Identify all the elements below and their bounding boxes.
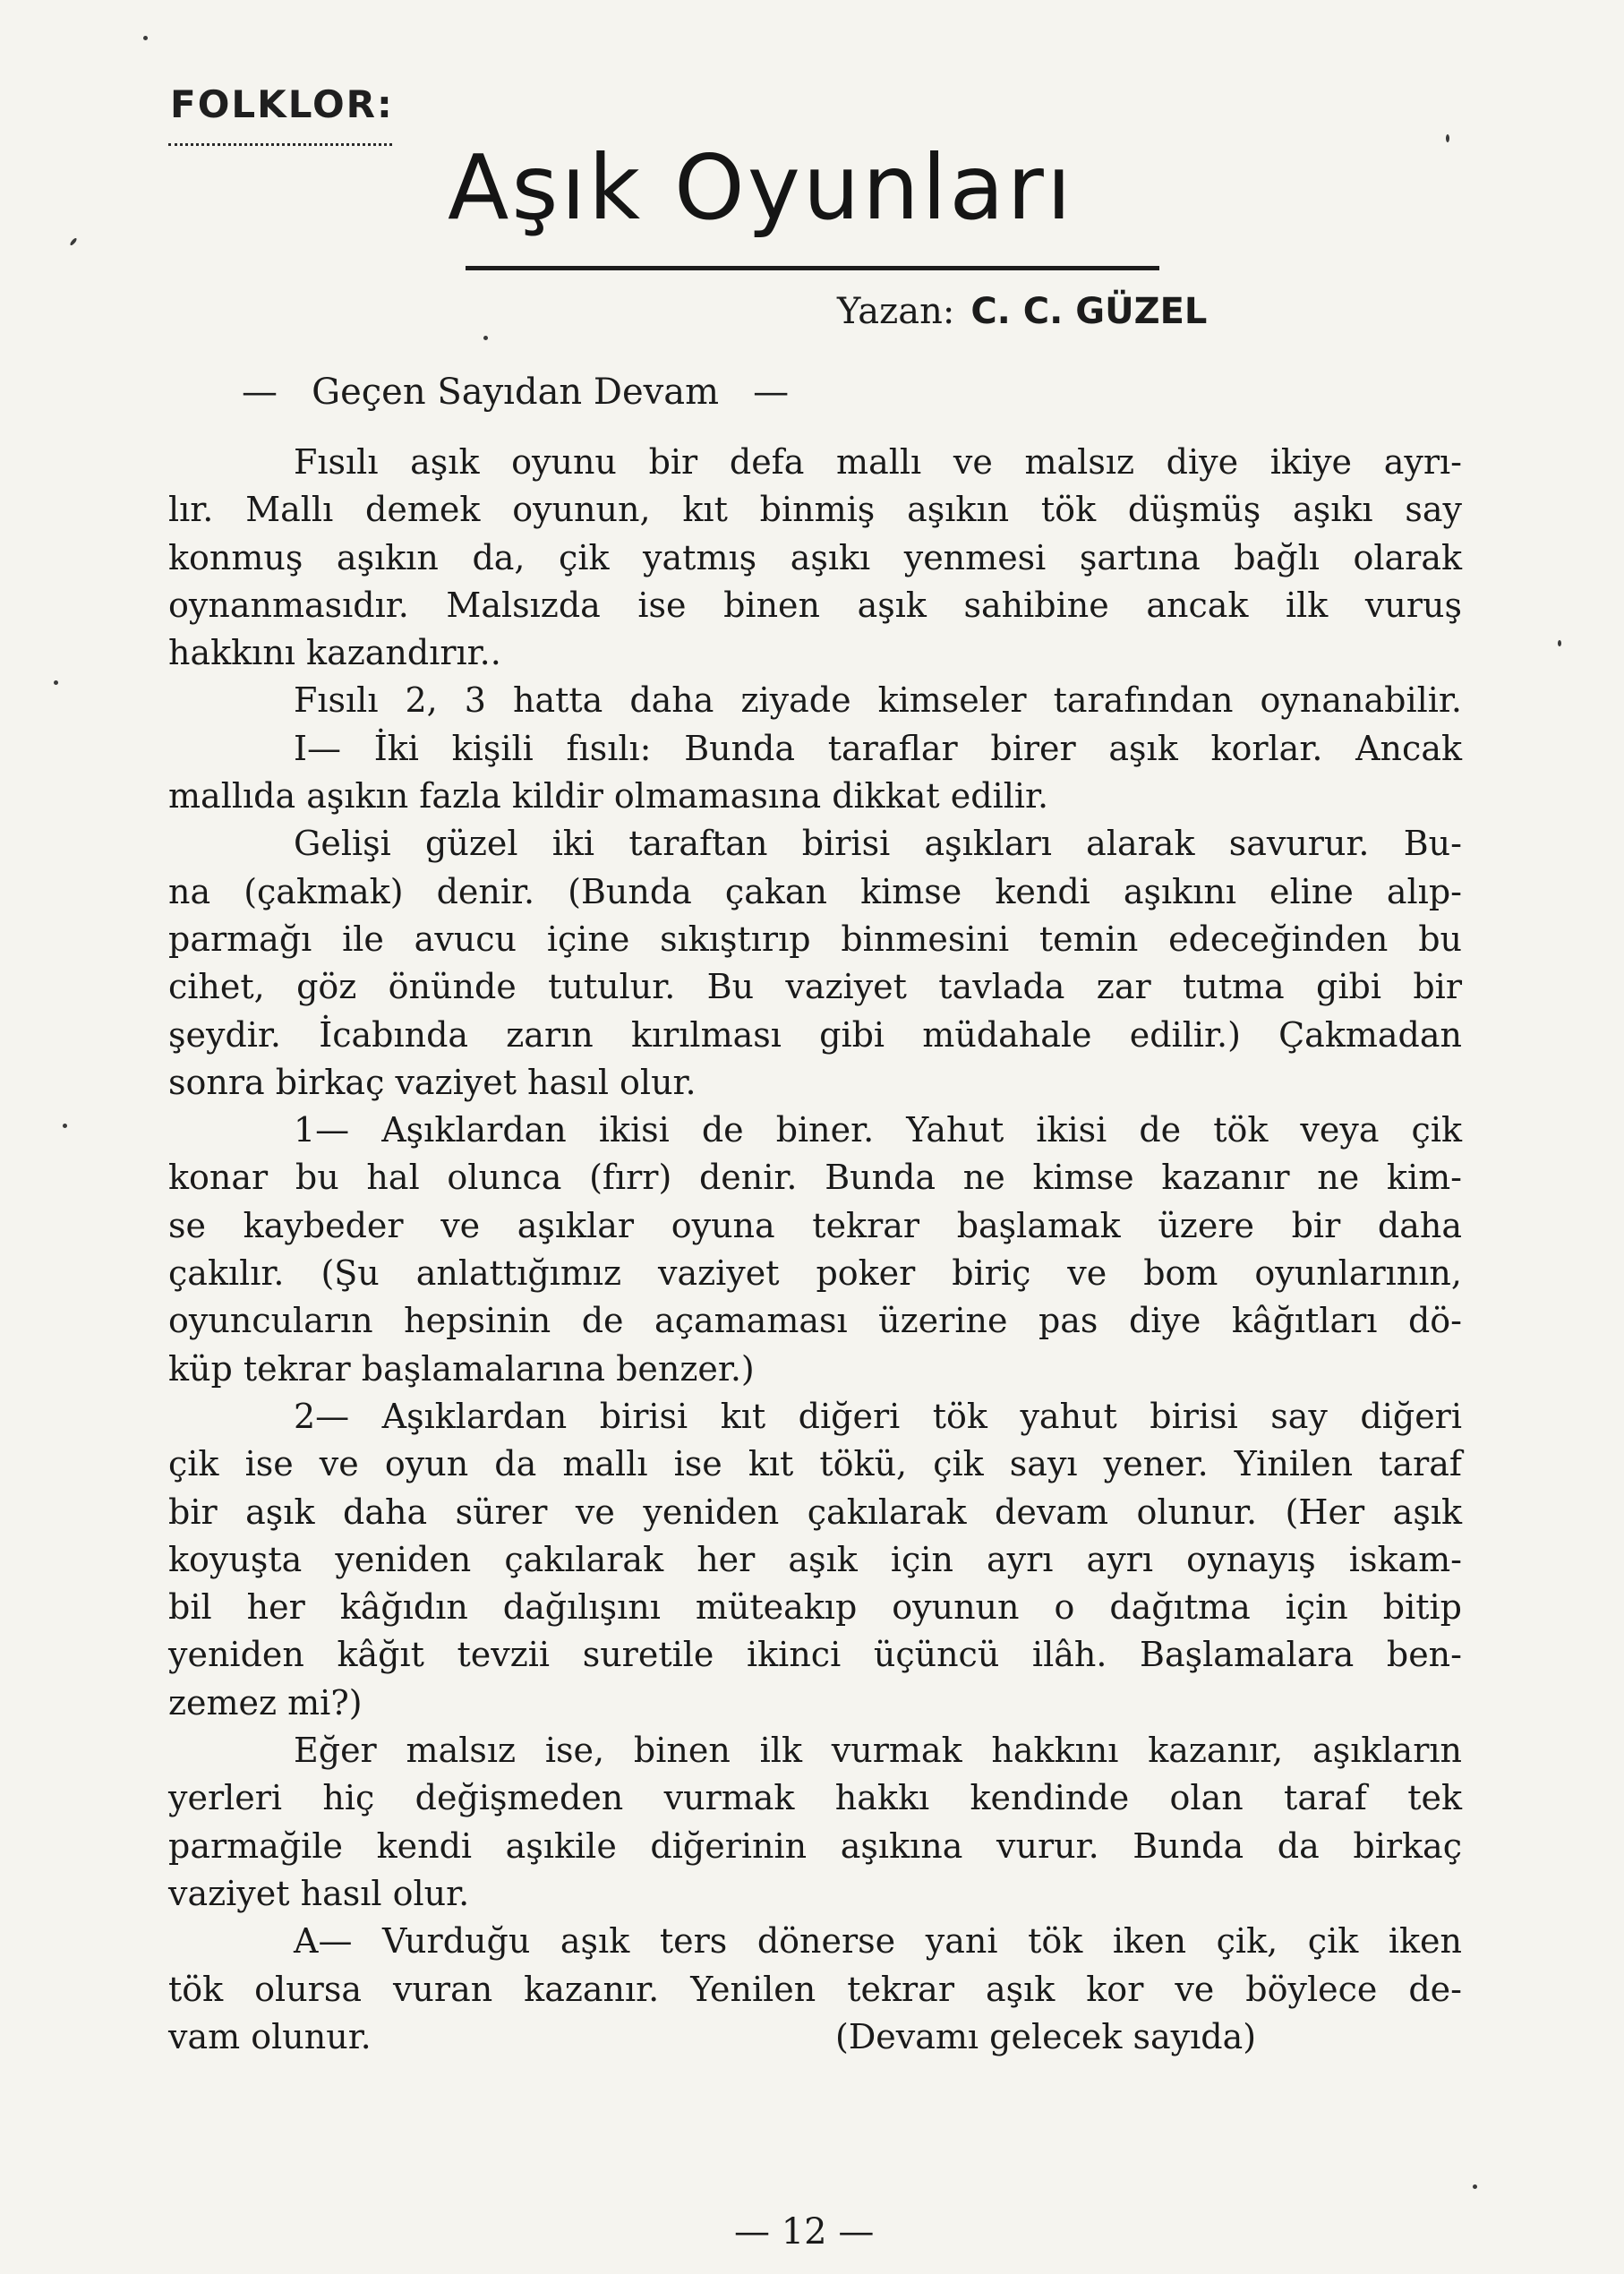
body-line: konar bu hal olunca (fırr) denir. Bunda ne kimse kazanır ne kim- xyxy=(168,1158,1462,1198)
body-line: vaziyet hasıl olur. xyxy=(168,1873,470,1913)
body-line: hakkını kazandırır.. xyxy=(168,633,501,673)
body-line: se kaybeder ve aşıklar oyuna tekrar başlamak üzere bir daha xyxy=(168,1205,1462,1245)
body-line: tök olursa vuran kazanır. Yenilen tekrar aşık kor ve böylece de- xyxy=(168,1969,1462,2009)
scan-speck xyxy=(54,680,58,685)
body-line: A— Vurduğu aşık ters dönerse yani tök iken çik, çik iken xyxy=(294,1921,1462,1962)
body-line: çakılır. (Şu anlattığımız vaziyet poker biriç ve bom oyunlarının, xyxy=(168,1253,1462,1294)
body-line: 1— Aşıklardan ikisi de biner. Yahut ikisi de tök veya çik xyxy=(294,1110,1462,1150)
body-line: bil her kâğıdın dağılışını müteakıp oyunun o dağıtma için bitip xyxy=(168,1587,1462,1628)
body-line: Fısılı aşık oyunu bir defa mallı ve malsız diye ikiye ayrı- xyxy=(294,442,1462,482)
scan-speck xyxy=(483,336,488,340)
section-underline xyxy=(168,143,392,146)
body-line: Eğer malsız ise, binen ilk vurmak hakkını kazanır, aşıkların xyxy=(294,1731,1462,1771)
continued-from-previous: — Geçen Sayıdan Devam — xyxy=(242,372,790,413)
scan-speck xyxy=(143,36,148,40)
body-line: Gelişi güzel iki taraftan birisi aşıkları alarak savurur. Bu- xyxy=(294,824,1462,864)
byline-prefix: Yazan: xyxy=(837,291,955,332)
body-line: na (çakmak) denir. (Bunda çakan kimse kendi aşıkını eline alıp- xyxy=(168,871,1462,911)
body-line: çik ise ve oyun da mallı ise kıt tökü, çik sayı yener. Yinilen taraf xyxy=(168,1444,1462,1484)
body-line: cihet, göz önünde tutulur. Bu vaziyet tavlada zar tutma gibi bir xyxy=(168,967,1462,1007)
title-rule xyxy=(466,266,1159,270)
body-line: konmuş aşıkın da, çik yatmış aşıkı yenmesi şartına bağlı olarak xyxy=(168,537,1462,577)
body-line: parmağı ile avucu içine sıkıştırıp binmesini temin edeceğinden bu xyxy=(168,919,1462,959)
page-number: — 12 — xyxy=(734,2211,875,2253)
body-line: küp tekrar başlamalarına benzer.) xyxy=(168,1348,755,1389)
body-line: I— İki kişili fısılı: Bunda taraflar birer aşık korlar. Ancak xyxy=(294,728,1462,768)
scan-speck xyxy=(1473,2184,1477,2189)
body-line: oyuncuların hepsinin de açamaması üzerine pas diye kâğıtları dö- xyxy=(168,1301,1462,1341)
byline xyxy=(837,291,1303,332)
body-line: oynanmasıdır. Malsızda ise binen aşık sahibine ancak ilk vuruş xyxy=(168,585,1462,625)
body-line: Fısılı 2, 3 hatta daha ziyade kimseler tarafından oynanabilir. xyxy=(294,680,1462,721)
body-line: yeniden kâğıt tevzii suretile ikinci üçüncü ilâh. Başlamalara ben- xyxy=(168,1635,1462,1675)
author-name: C. C. GÜZEL xyxy=(970,291,1208,332)
section-label: FOLKLOR: xyxy=(170,82,394,126)
article-body xyxy=(168,439,1462,2061)
continued-next-issue: (Devamı gelecek sayıda) xyxy=(835,2016,1257,2056)
body-line: 2— Aşıklardan birisi kıt diğeri tök yahut birisi say diğeri xyxy=(294,1396,1462,1436)
body-line: şeydir. İcabında zarın kırılması gibi müdahale edilir.) Çakmadan xyxy=(168,1014,1462,1055)
body-line-text: vam olunur. xyxy=(168,2016,372,2056)
body-line: zemez mi?) xyxy=(168,1682,363,1723)
body-line: mallıda aşıkın fazla kildir olmamasına dikkat edilir. xyxy=(168,776,1049,816)
scan-speck xyxy=(1446,134,1449,142)
body-line-final xyxy=(168,2013,1462,2061)
scan-speck xyxy=(1558,640,1561,646)
article-title: Aşık Oyunları xyxy=(448,135,1074,240)
body-line: yerleri hiç değişmeden vurmak hakkı kendinde olan taraf tek xyxy=(168,1778,1462,1818)
body-line: bir aşık daha sürer ve yeniden çakılarak devam olunur. (Her aşık xyxy=(168,1492,1462,1532)
body-line: parmağile kendi aşıkile diğerinin aşıkına vurur. Bunda da birkaç xyxy=(168,1825,1462,1866)
body-line: sonra birkaç vaziyet hasıl olur. xyxy=(168,1062,697,1102)
scan-speck xyxy=(63,1124,67,1128)
body-line: koyuşta yeniden çakılarak her aşık için ayrı ayrı oynayış iskam- xyxy=(168,1539,1462,1579)
body-line: lır. Mallı demek oyunun, kıt binmiş aşıkın tök düşmüş aşıkı say xyxy=(168,490,1462,530)
scan-speck xyxy=(69,237,77,246)
